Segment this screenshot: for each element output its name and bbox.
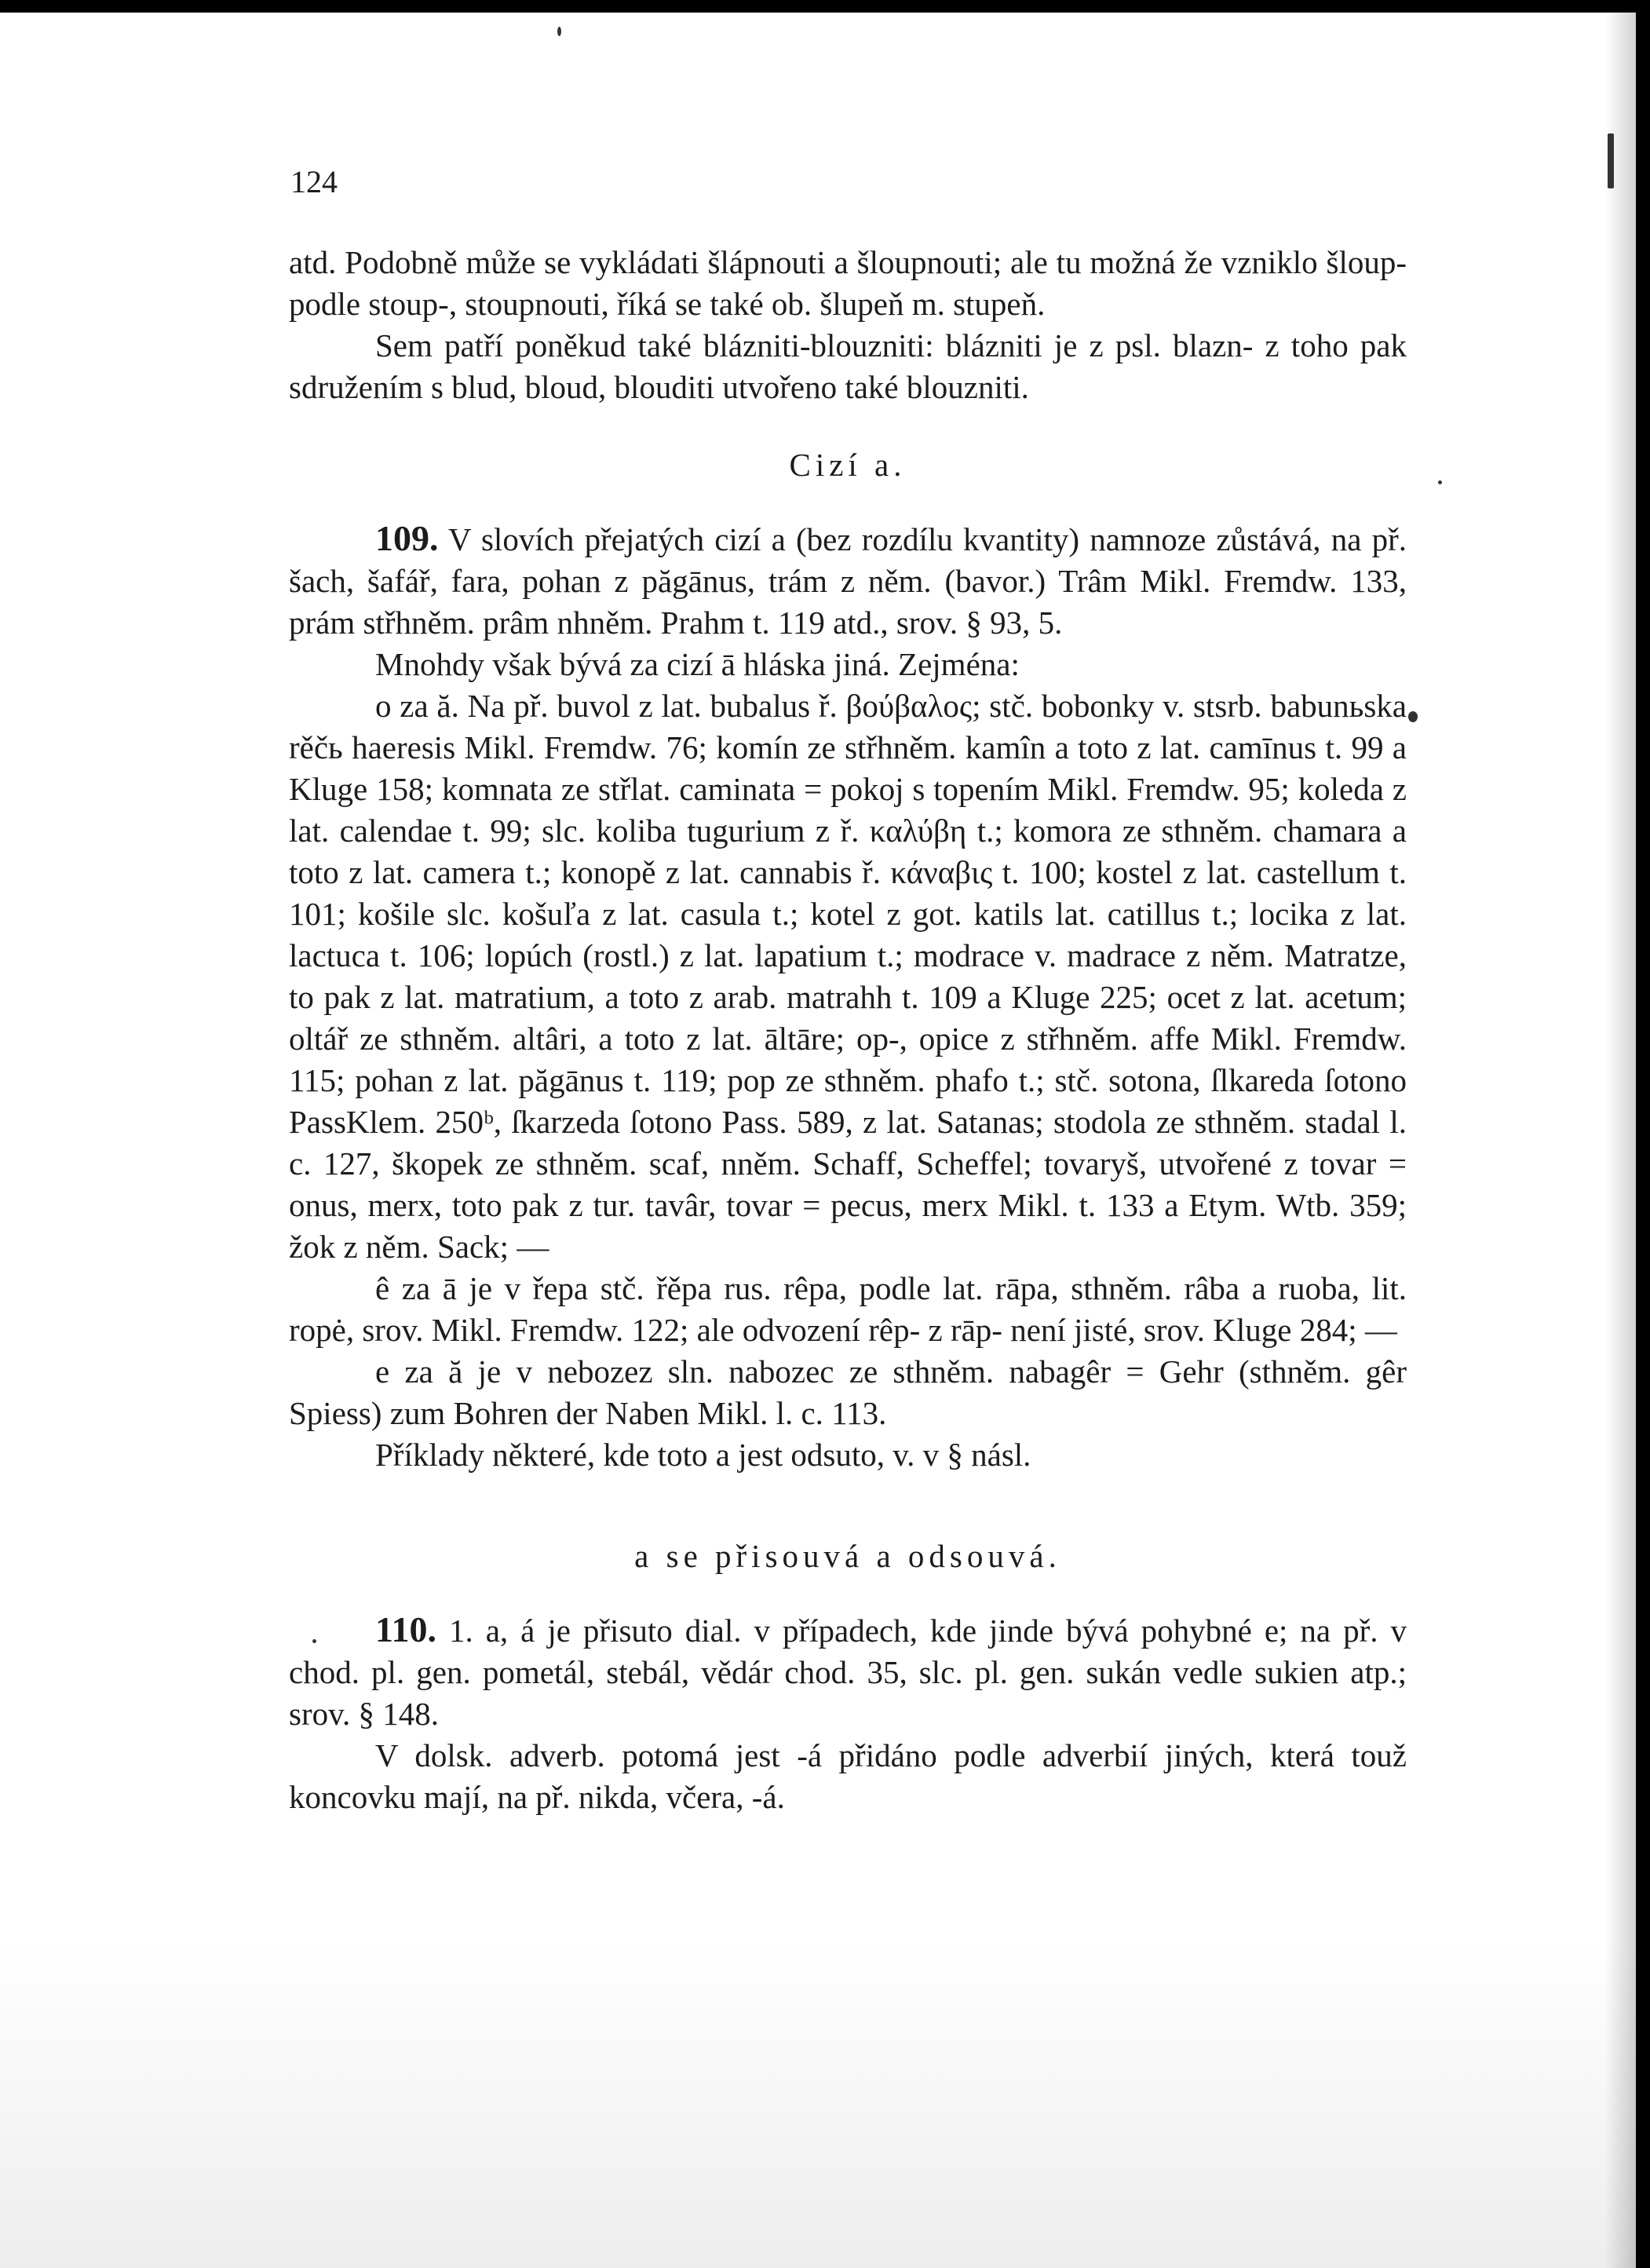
scan-edge-top: [0, 0, 1650, 13]
scan-speck: [557, 27, 561, 36]
section-109-text: V slovích přejatých cizí a (bez rozdílu kvantity) namnoze zůstává, na př. šach, šafář, fara, pohan z păgānus, trám z něm. (bavor.) Trâm Mikl. Fremdw. 133, prám střhněm. prâm nhněm. Prahm t. 119 atd., srov. § 93, 5.: [289, 521, 1407, 641]
section-110-text: 1. a, á je přisuto dial. v případech, kde jinde bývá pohybné e; na př. v chod. pl. gen. pometál, stebál, vědár chod. 35, slc. pl. gen. sukán vedle sukien atp.; srov. § 148.: [289, 1612, 1407, 1732]
body-paragraph: Příklady některé, kde toto a jest odsuto, v. v § násl.: [375, 1437, 1031, 1473]
scan-speck: [1408, 711, 1418, 722]
section-number: 110.: [375, 1609, 436, 1649]
section-number: 109.: [375, 518, 439, 558]
scan-speck: [1438, 480, 1442, 484]
body-paragraph: ê za ā je v řepa stč. řěpa rus. rêpa, podle lat. rāpa, sthněm. râba a ruoba, lit. ropė, srov. Mikl. Fremdw. 122; ale odvození rêp- z rāp- není jisté, srov. Kluge 284; —: [289, 1270, 1407, 1348]
body-paragraph: atd. Podobně může se vykládati šlápnouti a šloupnouti; ale tu možná že vzniklo šloup- podle stoup-, stoupnouti, říká se také ob. šlupeň m. stupeň.: [289, 244, 1407, 322]
section-109-paragraph: [289, 517, 1407, 644]
section-110-paragraph: [289, 1609, 1407, 1735]
page-body: [289, 242, 1407, 1818]
scan-shade-right: [1604, 0, 1636, 2268]
body-paragraph: V dolsk. adverb. potomá jest -á přidáno podle adverbií jiných, která touž koncovku mají, na př. nikda, včera, -á.: [289, 1737, 1407, 1815]
section-heading: Cizí a.: [789, 447, 907, 483]
page-number: 124: [290, 164, 338, 199]
scan-edge-right: [1636, 0, 1650, 2268]
section-heading: a se přisouvá a odsouvá.: [634, 1538, 1061, 1574]
body-paragraph: Sem patří poněkud také blázniti-blouzniti: blázniti je z psl. blazn- z toho pak sdružením s blud, bloud, blouditi utvořeno také blouzniti.: [289, 327, 1407, 405]
scan-speck: [1608, 133, 1614, 188]
scan-shade-bottom: [0, 1938, 1650, 2268]
body-paragraph: Mnohdy však bývá za cizí ā hláska jiná. Zejména:: [375, 646, 1020, 682]
body-paragraph: o za ă. Na př. buvol z lat. bubalus ř. βούβαλος; stč. bobonky v. stsrb. babunьska rěčь haeresis Mikl. Fremdw. 76; komín ze střhněm. kamîn a toto z lat. camīnus t. 99 a Kluge 158; komnata ze střlat. caminata = pokoj s topením Mikl. Fremdw. 95; koleda z lat. calendae t. 99; slc. koliba tugurium z ř. καλύβη t.; komora ze sthněm. chamara a toto z lat. camera t.; konopě z lat. cannabis ř. κάναβις t. 100; kostel z lat. castellum t. 101; košile slc. košuľa z lat. casula t.; kotel z got. katils lat. catillus t.; locika z lat. lactuca t. 106; lopúch (rostl.) z lat. lapatium t.; modrace v. madrace z něm. Matratze, to pak z lat. matratium, a toto z arab. matrahh t. 109 a Kluge 225; ocet z lat. acetum; oltář ze sthněm. altâri, a toto z lat. āltāre; op-, opice z střhněm. affe Mikl. Fremdw. 115; pohan z lat. păgānus t. 119; pop ze sthněm. phafo t.; stč. sotona, ſlkareda ſotono PassKlem. 250ᵇ, ſkarzeda ſotono Pass. 589, z lat. Satanas; stodola ze sthněm. stadal l. c. 127, škopek ze sthněm. scaf, nněm. Schaff, Scheffel; tovaryš, utvořené z tovar = onus, merx, toto pak z tur. tavâr, tovar = pecus, merx Mikl. t. 133 a Etym. Wtb. 359; žok z něm. Sack; —: [289, 688, 1407, 1265]
body-paragraph: e za ă je v nebozez sln. nabozec ze sthněm. nabagêr = Gehr (sthněm. gêr Spiess) zum Bohren der Naben Mikl. l. c. 113.: [289, 1353, 1407, 1431]
